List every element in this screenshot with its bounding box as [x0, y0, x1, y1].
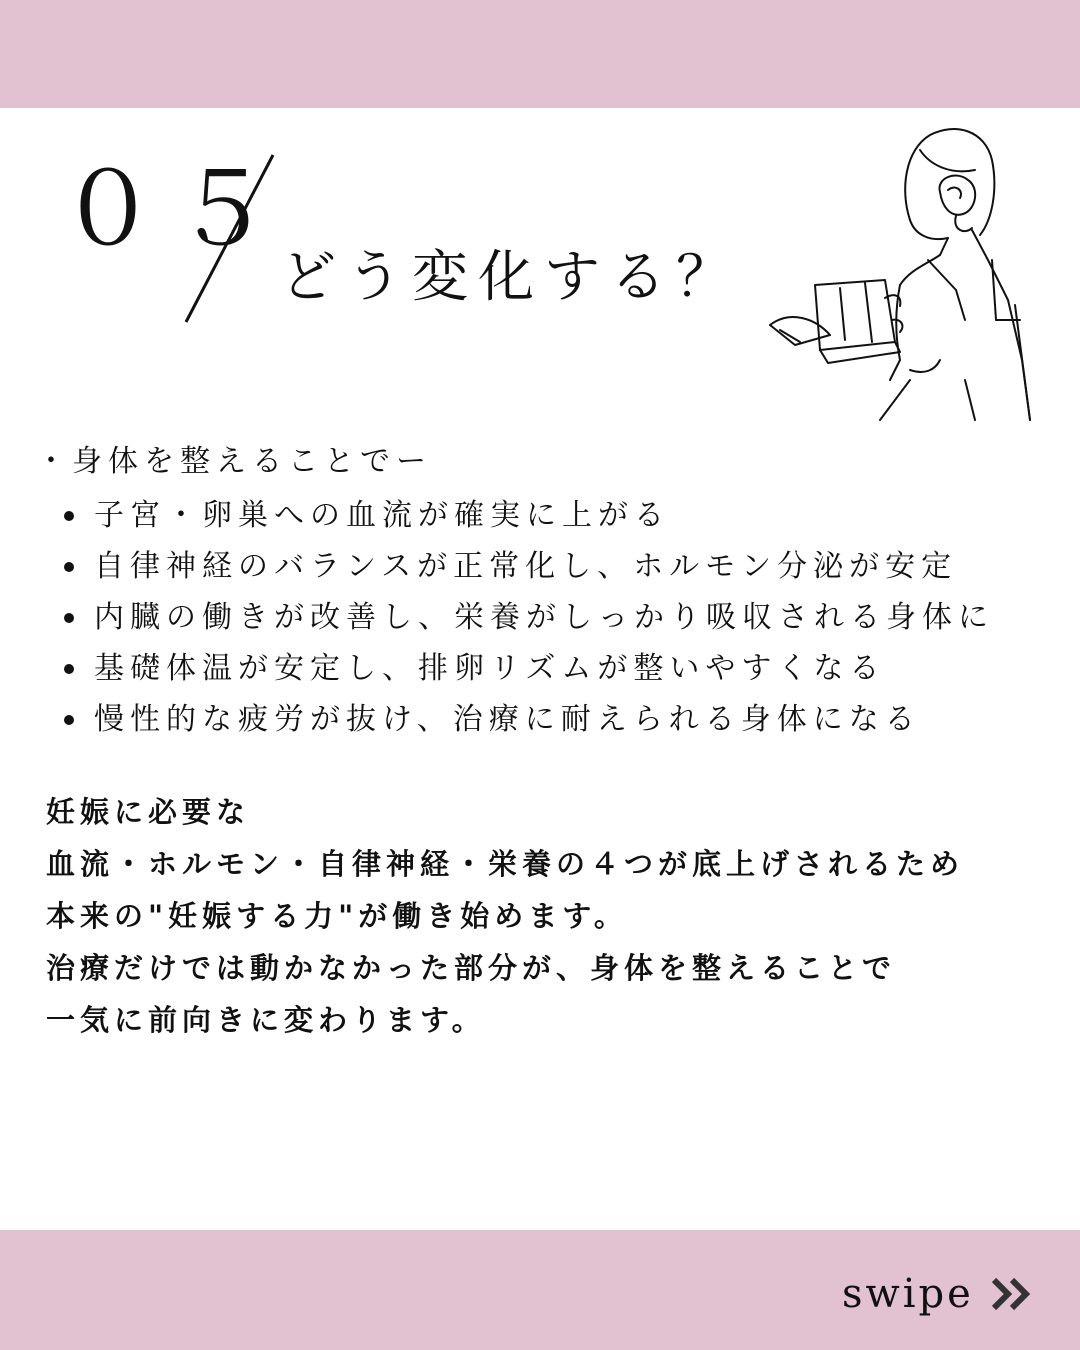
summary-line: 血流・ホルモン・自律神経・栄養の４つが底上げされるため [46, 847, 965, 881]
summary-block [46, 786, 964, 1046]
bullet-dot-icon [64, 562, 74, 572]
slash-divider [178, 150, 278, 330]
benefit-list [62, 490, 994, 745]
swipe-label: swipe [842, 1271, 974, 1317]
bullet-dot-icon [64, 613, 74, 623]
top-band [0, 0, 1080, 108]
list-item [62, 643, 994, 694]
list-item [62, 694, 994, 745]
list-item-text: 自律神経のバランスが正常化し、ホルモン分泌が安定 [94, 549, 958, 584]
summary-line: 一気に前向きに変わります。 [46, 1003, 486, 1037]
list-item-text: 慢性的な疲労が抜け、治療に耐えられる身体になる [94, 702, 921, 737]
list-item [62, 592, 994, 643]
section-number: ０５ [58, 151, 286, 268]
bullet-dot-icon [64, 664, 74, 674]
list-item [62, 541, 994, 592]
bullet-dot-icon [64, 511, 74, 521]
section-title: どう変化する？ [280, 245, 742, 310]
bullet-dot-icon [64, 715, 74, 725]
summary-line: 治療だけでは動かなかった部分が、身体を整えることで [46, 951, 897, 985]
list-item [62, 490, 994, 541]
woman-reading-illustration [760, 120, 1045, 435]
list-item-text: 基礎体温が安定し、排卵リズムが整いやすくなる [94, 651, 886, 686]
summary-line: 妊娠に必要な [46, 795, 251, 829]
swipe-button[interactable] [842, 1266, 1036, 1322]
summary-line: 本来の"妊娠する力"が働き始めます。 [46, 899, 628, 933]
double-chevron-right-icon [988, 1274, 1036, 1314]
list-item-text: 子宮・卵巣への血流が確実に上がる [94, 498, 670, 533]
intro-text: ・身体を整えることでー [36, 444, 432, 479]
list-item-text: 内臓の働きが改善し、栄養がしっかり吸収される身体に [94, 600, 994, 635]
